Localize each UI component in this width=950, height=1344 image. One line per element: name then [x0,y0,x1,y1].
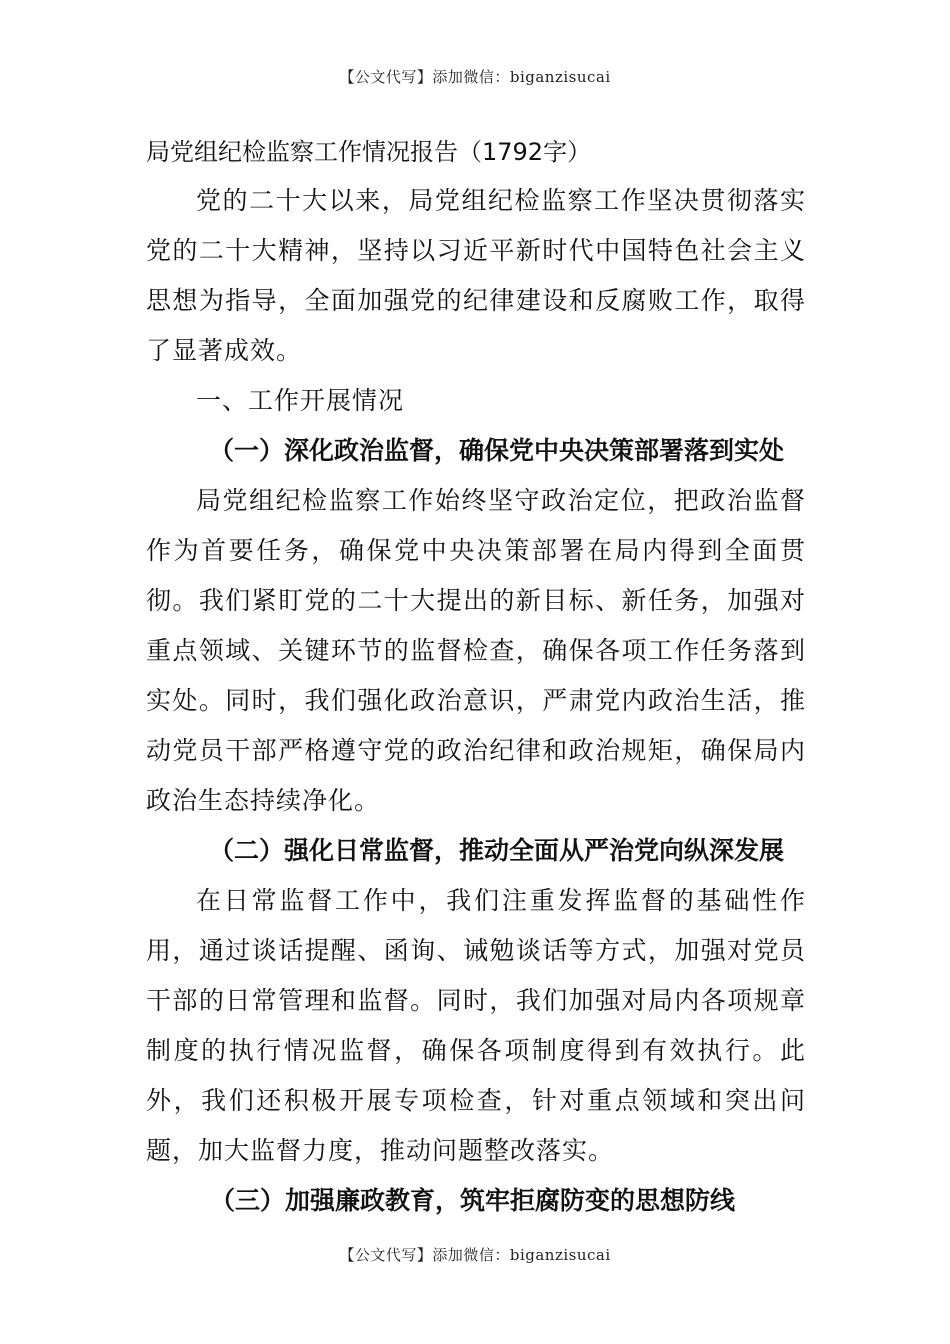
paragraph-2: 在日常监督工作中，我们注重发挥监督的基础性作用，通过谈话提醒、函询、诫勉谈话等方式，加强对党员干部的日常管理和监督。同时，我们加强对局内各项规章制度的执行情况监督，确保各项制度得到有效执行。此外，我们还积极开展专项检查，针对重点领域和突出问题，加大监督力度，推动问题整改落实。 [146,886,806,1165]
page-footer: 【公文代写】添加微信：biganzisucai [339,1246,611,1264]
section-heading-1: 一、工作开展情况 [196,386,405,415]
document-title: 局党组纪检监察工作情况报告（1792字） [146,138,592,166]
subheading-1: （一）深化政治监督，确保党中央决策部署落到实处 [208,436,784,465]
subheading-3: （三）加强廉政教育，筑牢拒腐防变的思想防线 [210,1186,736,1215]
intro-paragraph: 党的二十大以来，局党组纪检监察工作坚决贯彻落实党的二十大精神，坚持以习近平新时代中国特色社会主义思想为指导，全面加强党的纪律建设和反腐败工作，取得了显著成效。 [146,186,806,365]
document-body [146,128,806,1226]
page-header: 【公文代写】添加微信：biganzisucai [339,68,611,86]
paragraph-1: 局党组纪检监察工作始终坚守政治定位，把政治监督作为首要任务，确保党中央决策部署在局内得到全面贯彻。我们紧盯党的二十大提出的新目标、新任务，加强对重点领域、关键环节的监督检查，确保各项工作任务落到实处。同时，我们强化政治意识，严肃党内政治生活，推动党员干部严格遵守党的政治纪律和政治规矩，确保局内政治生态持续净化。 [146,486,806,815]
subheading-2: （二）强化日常监督，推动全面从严治党向纵深发展 [208,836,784,865]
